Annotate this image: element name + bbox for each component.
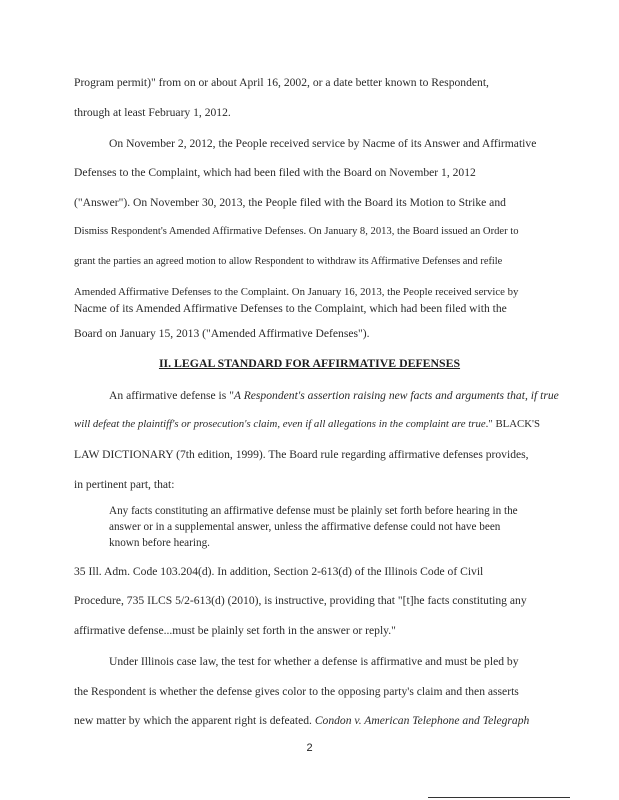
body-line: affirmative defense...must be plainly set forth in the answer or reply.": [74, 624, 396, 637]
body-text: new matter by which the apparent right is defeated.: [74, 714, 315, 727]
definition-italic: will defeat the plaintiff's or prosecution's claim, even if all allegations in the complaint are true: [74, 418, 486, 430]
body-line: Defenses to the Complaint, which had been filed with the Board on November 1, 2012: [74, 166, 476, 179]
footnote-divider: [428, 797, 570, 798]
body-line: [74, 714, 619, 727]
body-line: Dismiss Respondent's Amended Affirmative Defenses. On January 8, 2013, the Board issued an Order to: [74, 226, 519, 237]
body-line: Under Illinois case law, the test for whether a defense is affirmative and must be pled by: [109, 655, 519, 668]
body-line: the Respondent is whether the defense gives color to the opposing party's claim and then asserts: [74, 685, 519, 698]
body-line: Nacme of its Amended Affirmative Defenses to the Complaint, which had been filed with the: [74, 302, 507, 315]
definition-line: [109, 389, 619, 402]
body-line: through at least February 1, 2012.: [74, 106, 231, 119]
body-line: 35 Ill. Adm. Code 103.204(d). In addition, Section 2-613(d) of the Illinois Code of Civil: [74, 565, 484, 578]
body-line: grant the parties an agreed motion to allow Respondent to withdraw its Affirmative Defenses and refile: [74, 256, 503, 267]
section-heading: II. LEGAL STANDARD FOR AFFIRMATIVE DEFENSES: [158, 356, 461, 370]
body-line: ("Answer"). On November 30, 2013, the People filed with the Board its Motion to Strike and: [74, 196, 506, 209]
quote-line: known before hearing.: [109, 537, 210, 549]
body-line: Amended Affirmative Defenses to the Complaint. On January 16, 2013, the People received service by: [74, 286, 519, 298]
body-line: Program permit)" from on or about April 16, 2002, or a date better known to Respondent,: [74, 76, 489, 89]
definition-line: [74, 418, 619, 430]
definition-text: ." BLACK'S: [485, 418, 541, 430]
definition-italic: A Respondent's assertion raising new facts and arguments that, if true: [233, 389, 559, 402]
quote-line: answer or in a supplemental answer, unless the affirmative defense could not have been: [109, 521, 501, 533]
case-citation: Condon v. American Telephone and Telegraph: [314, 714, 530, 727]
definition-text: An affirmative defense is ": [109, 389, 234, 402]
body-line: On November 2, 2012, the People received service by Nacme of its Answer and Affirmative: [109, 137, 537, 150]
quote-line: Any facts constituting an affirmative defense must be plainly set forth before hearing in the: [109, 505, 518, 517]
body-line: LAW DICTIONARY (7th edition, 1999). The Board rule regarding affirmative defenses provides,: [74, 448, 529, 461]
body-line: in pertinent part, that:: [74, 478, 175, 491]
body-line: Procedure, 735 ILCS 5/2-613(d) (2010), is instructive, providing that "[t]he facts constituting any: [74, 594, 527, 607]
body-line: Board on January 15, 2013 ("Amended Affirmative Defenses").: [74, 327, 370, 340]
page-number: 2: [306, 742, 313, 754]
